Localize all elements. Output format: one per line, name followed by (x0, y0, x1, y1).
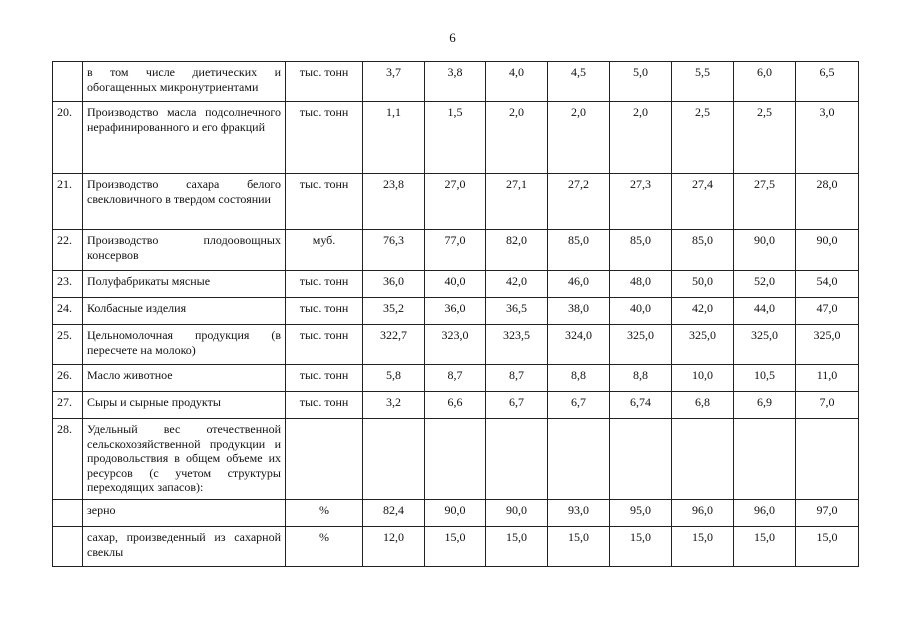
row-number: 21. (53, 174, 83, 230)
value-cell: 1,5 (425, 102, 486, 174)
indicator-name: Колбасные изделия (83, 298, 286, 325)
value-cell: 95,0 (610, 500, 672, 527)
unit-cell: тыс. тонн (286, 298, 363, 325)
table-row (53, 271, 859, 298)
table-row (53, 62, 859, 102)
value-cell: 6,9 (734, 392, 796, 419)
value-cell: 23,8 (363, 174, 425, 230)
indicator-name: Производство масла подсолнечного нерафинированного и его фракций (83, 102, 286, 174)
value-cell: 4,0 (486, 62, 548, 102)
value-cell: 325,0 (734, 325, 796, 365)
row-number: 25. (53, 325, 83, 365)
indicator-name: зерно (83, 500, 286, 527)
value-cell: 6,6 (425, 392, 486, 419)
value-cell: 27,5 (734, 174, 796, 230)
row-number: 22. (53, 230, 83, 271)
unit-cell: тыс. тонн (286, 325, 363, 365)
value-cell: 10,0 (672, 365, 734, 392)
row-number: 27. (53, 392, 83, 419)
indicator-name: в том числе диетических и обогащенных микронутриентами (83, 62, 286, 102)
value-cell: 90,0 (796, 230, 859, 271)
value-cell: 6,8 (672, 392, 734, 419)
unit-cell: % (286, 527, 363, 567)
value-cell: 82,0 (486, 230, 548, 271)
value-cell: 12,0 (363, 527, 425, 567)
value-cell: 15,0 (796, 527, 859, 567)
value-cell: 3,7 (363, 62, 425, 102)
value-cell: 2,5 (734, 102, 796, 174)
value-cell: 47,0 (796, 298, 859, 325)
value-cell: 324,0 (548, 325, 610, 365)
value-cell: 27,3 (610, 174, 672, 230)
value-cell (548, 419, 610, 500)
value-cell: 15,0 (610, 527, 672, 567)
value-cell: 40,0 (425, 271, 486, 298)
table-row (53, 527, 859, 567)
value-cell: 15,0 (672, 527, 734, 567)
value-cell: 2,0 (548, 102, 610, 174)
value-cell: 96,0 (734, 500, 796, 527)
indicator-name: сахар, произведенный из сахарной свеклы (83, 527, 286, 567)
value-cell: 54,0 (796, 271, 859, 298)
value-cell: 90,0 (425, 500, 486, 527)
value-cell: 4,5 (548, 62, 610, 102)
value-cell: 76,3 (363, 230, 425, 271)
value-cell: 82,4 (363, 500, 425, 527)
value-cell: 93,0 (548, 500, 610, 527)
unit-cell: тыс. тонн (286, 392, 363, 419)
unit-cell (286, 419, 363, 500)
value-cell: 15,0 (486, 527, 548, 567)
value-cell: 6,74 (610, 392, 672, 419)
value-cell: 42,0 (672, 298, 734, 325)
value-cell: 96,0 (672, 500, 734, 527)
value-cell: 323,5 (486, 325, 548, 365)
value-cell: 44,0 (734, 298, 796, 325)
value-cell: 15,0 (548, 527, 610, 567)
table-row (53, 365, 859, 392)
unit-cell: тыс. тонн (286, 174, 363, 230)
row-number: 23. (53, 271, 83, 298)
value-cell: 50,0 (672, 271, 734, 298)
value-cell (734, 419, 796, 500)
row-number: 28. (53, 419, 83, 500)
unit-cell: тыс. тонн (286, 365, 363, 392)
row-number (53, 527, 83, 567)
unit-cell: тыс. тонн (286, 271, 363, 298)
value-cell: 97,0 (796, 500, 859, 527)
value-cell: 6,5 (796, 62, 859, 102)
value-cell (486, 419, 548, 500)
value-cell: 2,5 (672, 102, 734, 174)
row-number: 26. (53, 365, 83, 392)
value-cell: 27,4 (672, 174, 734, 230)
table-row (53, 298, 859, 325)
value-cell: 6,7 (486, 392, 548, 419)
value-cell: 90,0 (486, 500, 548, 527)
page-number: 6 (449, 30, 456, 45)
table-row (53, 325, 859, 365)
value-cell: 36,5 (486, 298, 548, 325)
value-cell (425, 419, 486, 500)
value-cell: 85,0 (672, 230, 734, 271)
value-cell: 42,0 (486, 271, 548, 298)
indicator-name: Полуфабрикаты мясные (83, 271, 286, 298)
value-cell: 27,1 (486, 174, 548, 230)
table-row (53, 419, 859, 500)
row-number: 20. (53, 102, 83, 174)
value-cell: 35,2 (363, 298, 425, 325)
indicator-name: Производство сахара белого свекловичного в твердом состоянии (83, 174, 286, 230)
value-cell (610, 419, 672, 500)
value-cell: 8,7 (425, 365, 486, 392)
indicator-name: Удельный вес отечественной сельскохозяйственной продукции и продовольствия в общем объеме их ресурсов (с учетом структуры переходящих запасов): (83, 419, 286, 500)
value-cell (672, 419, 734, 500)
value-cell: 325,0 (672, 325, 734, 365)
indicator-name: Цельномолочная продукция (в пересчете на молоко) (83, 325, 286, 365)
indicator-name: Сыры и сырные продукты (83, 392, 286, 419)
value-cell: 10,5 (734, 365, 796, 392)
value-cell: 52,0 (734, 271, 796, 298)
value-cell: 8,7 (486, 365, 548, 392)
value-cell: 48,0 (610, 271, 672, 298)
value-cell: 3,0 (796, 102, 859, 174)
table-row (53, 230, 859, 271)
value-cell: 325,0 (796, 325, 859, 365)
value-cell (363, 419, 425, 500)
value-cell: 38,0 (548, 298, 610, 325)
value-cell: 90,0 (734, 230, 796, 271)
value-cell: 28,0 (796, 174, 859, 230)
value-cell: 8,8 (610, 365, 672, 392)
unit-cell: тыс. тонн (286, 62, 363, 102)
indicator-name: Масло животное (83, 365, 286, 392)
value-cell: 3,8 (425, 62, 486, 102)
row-number (53, 500, 83, 527)
table-row (53, 392, 859, 419)
table-row (53, 102, 859, 174)
value-cell: 15,0 (425, 527, 486, 567)
value-cell: 323,0 (425, 325, 486, 365)
value-cell: 6,7 (548, 392, 610, 419)
unit-cell: % (286, 500, 363, 527)
value-cell: 322,7 (363, 325, 425, 365)
value-cell: 2,0 (610, 102, 672, 174)
value-cell: 7,0 (796, 392, 859, 419)
value-cell: 46,0 (548, 271, 610, 298)
value-cell: 325,0 (610, 325, 672, 365)
value-cell: 85,0 (548, 230, 610, 271)
row-number (53, 62, 83, 102)
table-row (53, 174, 859, 230)
value-cell: 11,0 (796, 365, 859, 392)
value-cell: 8,8 (548, 365, 610, 392)
unit-cell: тыс. тонн (286, 102, 363, 174)
value-cell: 2,0 (486, 102, 548, 174)
value-cell: 15,0 (734, 527, 796, 567)
value-cell: 27,2 (548, 174, 610, 230)
value-cell: 77,0 (425, 230, 486, 271)
unit-cell: муб. (286, 230, 363, 271)
value-cell: 6,0 (734, 62, 796, 102)
value-cell (796, 419, 859, 500)
value-cell: 5,5 (672, 62, 734, 102)
value-cell: 5,0 (610, 62, 672, 102)
value-cell: 40,0 (610, 298, 672, 325)
row-number: 24. (53, 298, 83, 325)
table-row (53, 500, 859, 527)
value-cell: 3,2 (363, 392, 425, 419)
value-cell: 36,0 (363, 271, 425, 298)
value-cell: 85,0 (610, 230, 672, 271)
indicators-table (52, 61, 859, 567)
indicator-name: Производство плодоовощных консервов (83, 230, 286, 271)
value-cell: 1,1 (363, 102, 425, 174)
value-cell: 27,0 (425, 174, 486, 230)
value-cell: 5,8 (363, 365, 425, 392)
value-cell: 36,0 (425, 298, 486, 325)
